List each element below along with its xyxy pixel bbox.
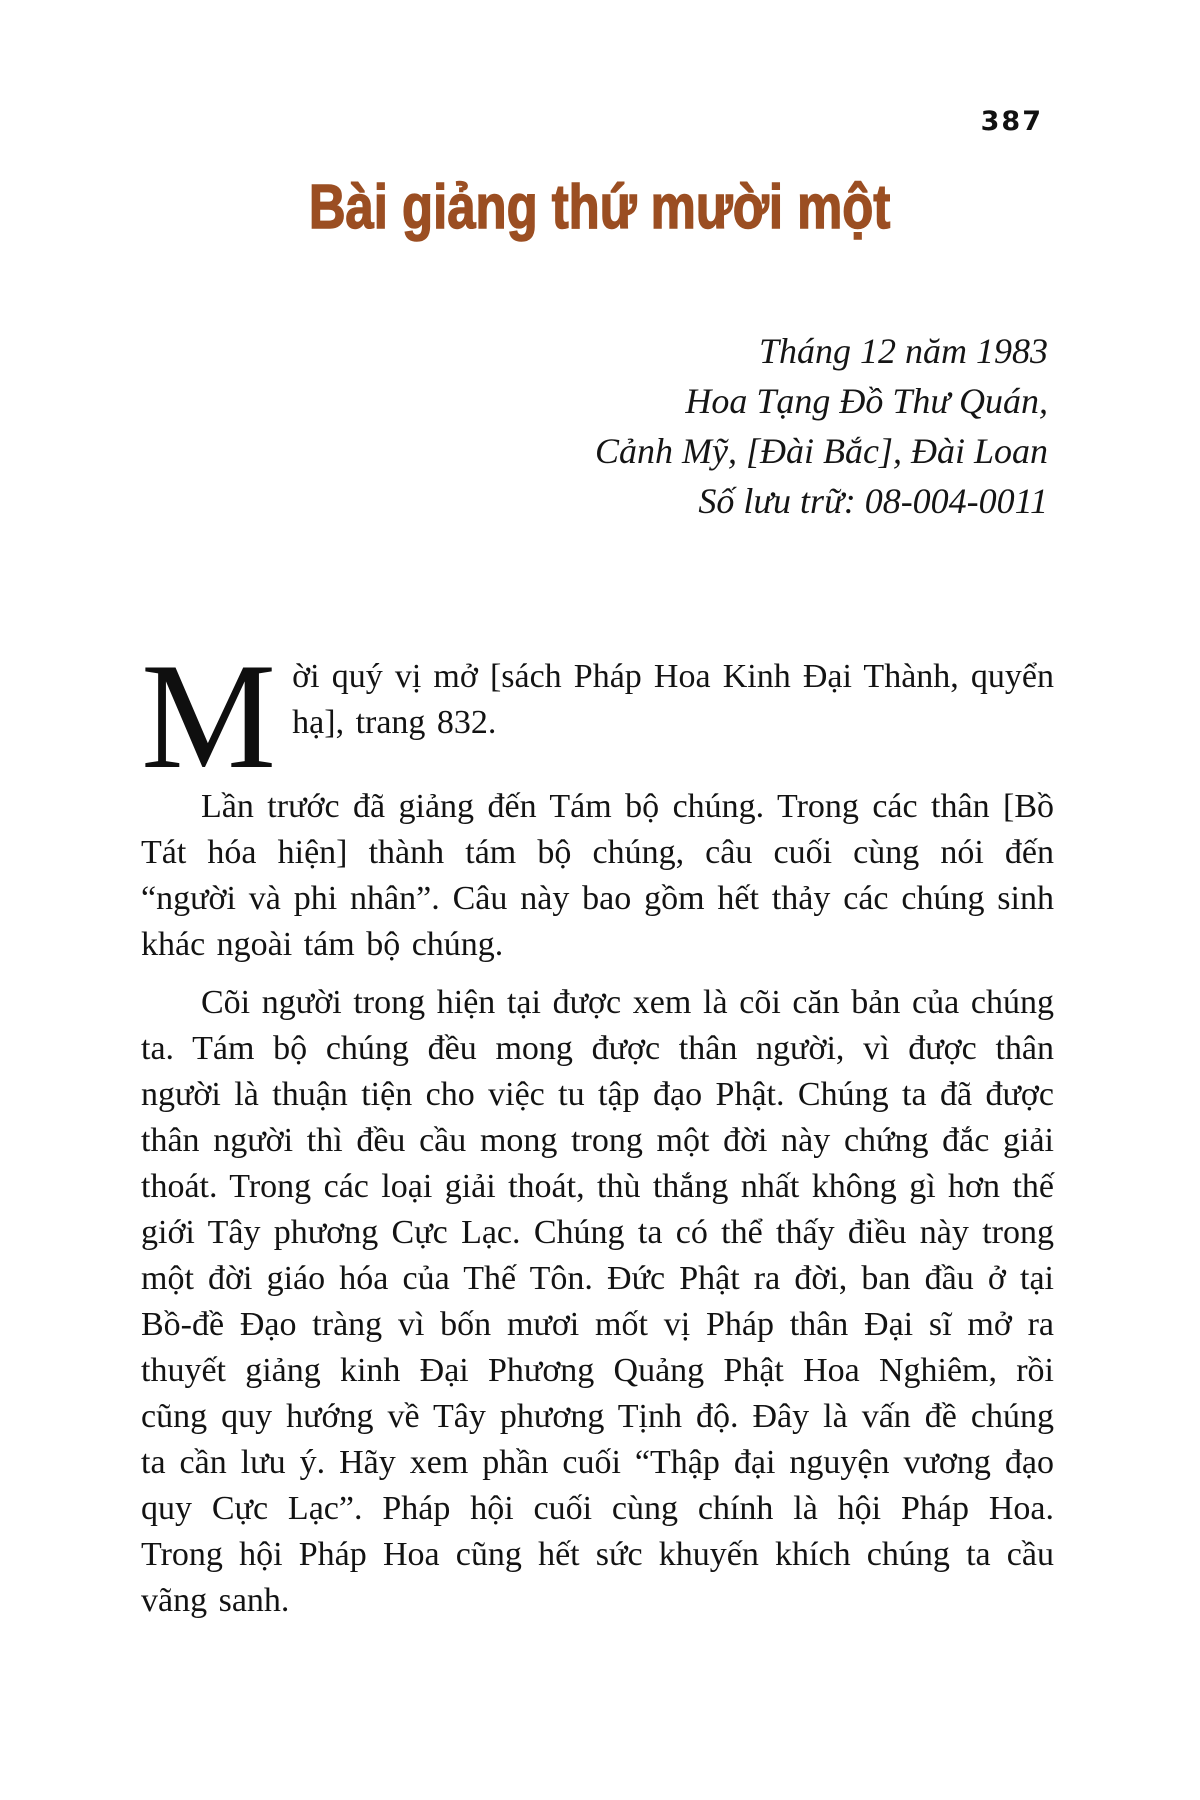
paragraph: Lần trước đã giảng đến Tám bộ chúng. Trong các thân [Bồ Tát hóa hiện] thành tám bộ chúng, câu cuối cùng nói đến “người và phi nhân”. Câu này bao gồm hết thảy các chúng sinh khác ngoài tám bộ chúng.	[141, 788, 1054, 963]
chapter-title-text: Bài giảng thứ mười một	[309, 173, 891, 242]
opening-paragraph-text: ời quý vị mở [sách Pháp Hoa Kinh Đại Thành, quyển hạ], trang 832.	[292, 658, 1054, 741]
dropcap-letter: M	[141, 632, 277, 800]
dateline-archive-number: Số lưu trữ: 08-004-0011	[698, 481, 1048, 521]
dateline-block	[0, 326, 1200, 526]
dateline-venue: Hoa Tạng Đồ Thư Quán,	[685, 381, 1048, 421]
dateline-location: Cảnh Mỹ, [Đài Bắc], Đài Loan	[595, 431, 1048, 471]
page-number: 387	[980, 106, 1043, 137]
opening-paragraph	[141, 632, 1054, 800]
paragraph: Cõi người trong hiện tại được xem là cõi căn bản của chúng ta. Tám bộ chúng đều mong được thân người, vì được thân người là thuận tiện cho việc tu tập đạo Phật. Chúng ta đã được thân người thì đều cầu mong trong một đời này chứng đắc giải thoát. Trong các loại giải thoát, thù thắng nhất không gì hơn thế giới Tây phương Cực Lạc. Chúng ta có thể thấy điều này trong một đời giáo hóa của Thế Tôn. Đức Phật ra đời, ban đầu ở tại Bồ-đề Đạo tràng vì bốn mươi mốt vị Pháp thân Đại sĩ mở ra thuyết giảng kinh Đại Phương Quảng Phật Hoa Nghiêm, rồi cũng quy hướng về Tây phương Tịnh độ. Đây là vấn đề chúng ta cần lưu ý. Hãy xem phần cuối “Thập đại nguyện vương đạo quy Cực Lạc”. Pháp hội cuối cùng chính là hội Pháp Hoa. Trong hội Pháp Hoa cũng hết sức khuyến khích chúng ta cầu vãng sanh.	[141, 984, 1054, 1619]
dateline-date: Tháng 12 năm 1983	[758, 331, 1048, 371]
body-text	[0, 632, 1200, 1624]
